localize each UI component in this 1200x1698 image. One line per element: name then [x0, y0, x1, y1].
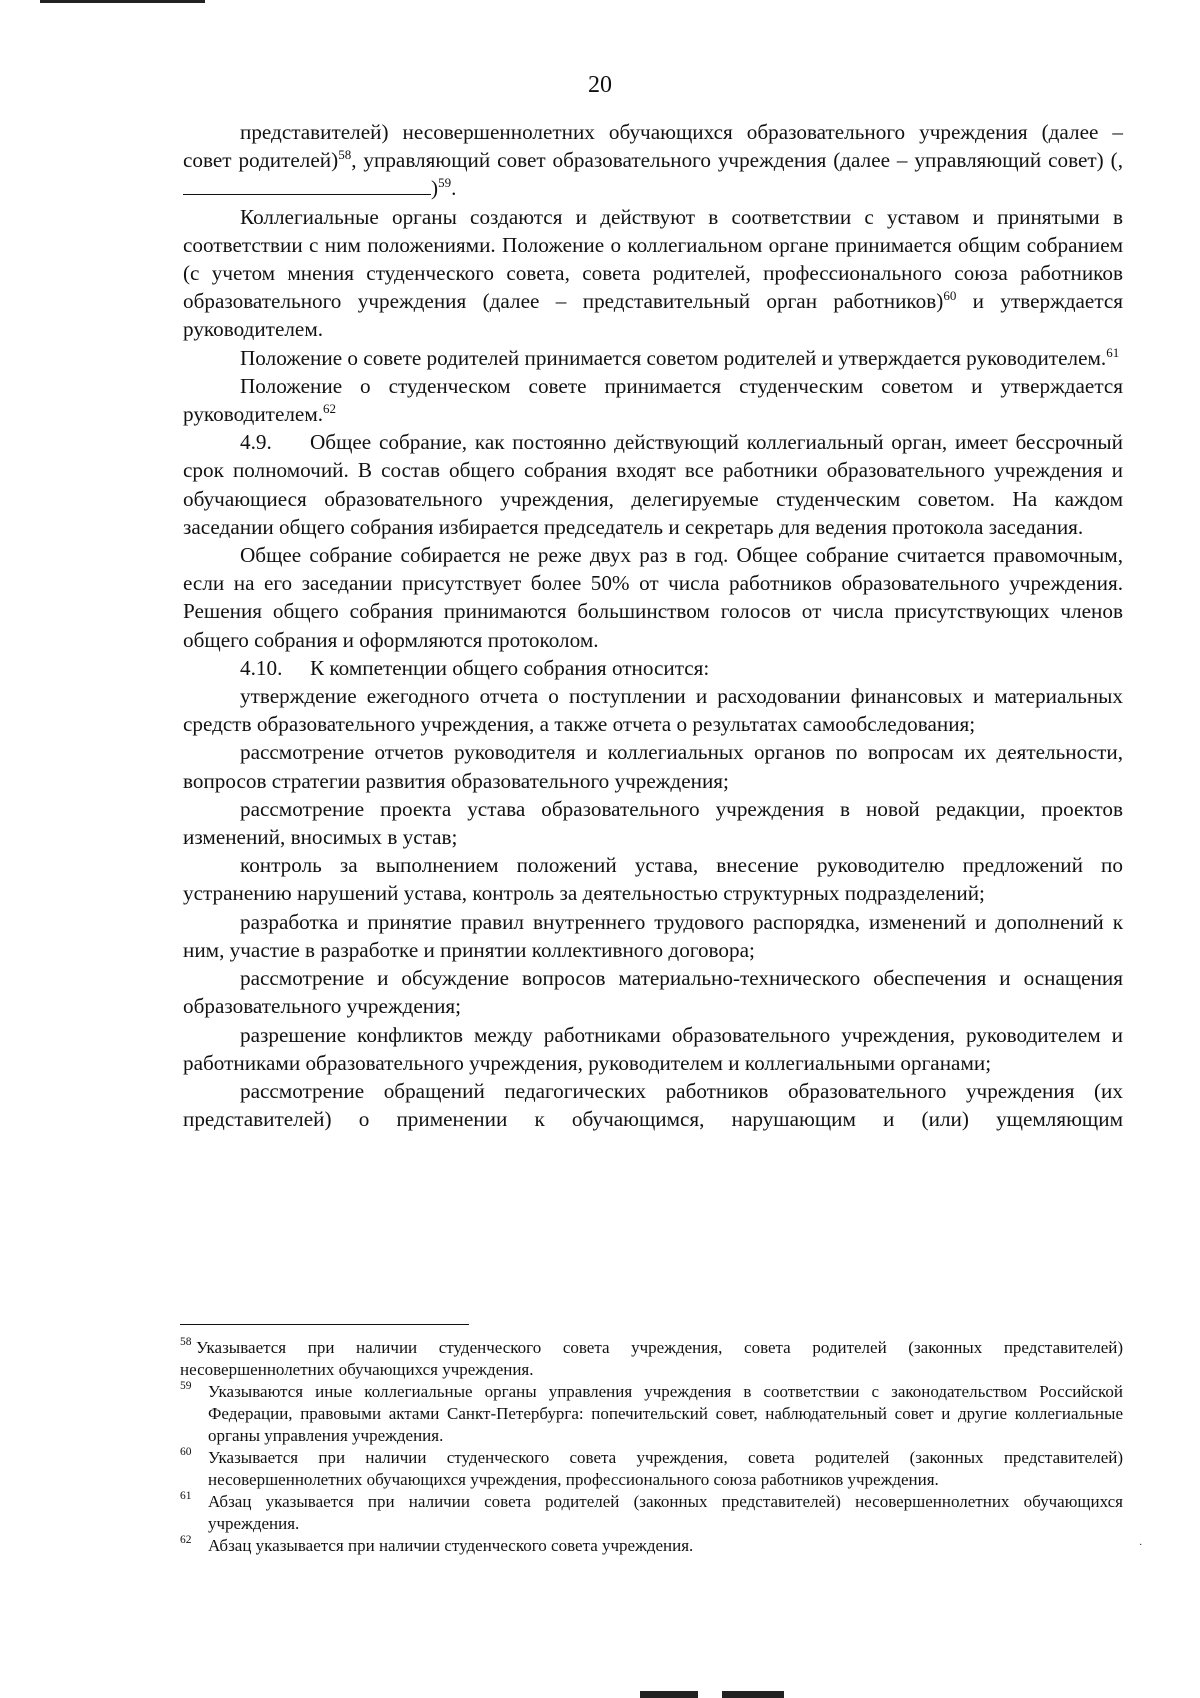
footnote-number: 60: [180, 1446, 192, 1458]
footnote-ref: 59: [438, 175, 452, 191]
footnote-number: 58: [180, 1336, 192, 1348]
footnote-ref: 58: [338, 147, 352, 163]
paragraph: [183, 372, 1123, 428]
text-run: рассмотрение отчетов руководителя и коллегиальных органов по вопросам их деятельности, вопросов стратегии развития образовательного учреждения;: [183, 740, 1123, 793]
paragraph: [183, 118, 1123, 203]
list-item: [183, 1077, 1123, 1133]
footnote-number: 59: [180, 1380, 192, 1392]
footnote: [180, 1491, 1123, 1535]
page-number: 20: [588, 72, 612, 98]
text-run: Общее собрание собирается не реже двух раз в год. Общее собрание считается правомочным, если на его заседании присутствует более 50% от числа работников образовательного учреждения. Решения общего собрания принимаются большинством голосов от числа присутствующих членов общего собрания и оформляются протоколом.: [183, 543, 1123, 652]
text-run: разработка и принятие правил внутреннего трудового распорядка, изменений и дополнений к ним, участие в разработке и принятии коллективного договора;: [183, 909, 1123, 962]
text-run: рассмотрение проекта устава образовательного учреждения в новой редакции, проектов изменений, вносимых в устав;: [183, 796, 1123, 850]
text-run: утверждение ежегодного отчета о поступлении и расходовании финансовых и материальных средств образовательного учреждения, а также отчета о результатах самообследования;: [183, 684, 1123, 737]
list-item: [183, 964, 1123, 1020]
footnote-number: 62: [180, 1534, 192, 1546]
footnote-text: Указываются иные коллегиальные органы управления учреждения в соответствии с законодательством Российской Федерации, правовыми актами Санкт-Петербурга: попечительский совет, наблюдательный совет и другие коллегиальные органы управления учреждения.: [208, 1382, 1123, 1445]
text-run: Общее собрание, как постоянно действующий коллегиальный орган, имеет бессрочный срок полномочий. В состав общего собрания входят все работники образовательного учреждения и обучающиеся образовательного учреждения, делегируемые студенческим советом. На каждом заседании общего собрания избирается председатель и секретарь для ведения протокола заседания.: [183, 430, 1123, 539]
footnote: [180, 1381, 1123, 1447]
text-run: разрешение конфликтов между работниками образовательного учреждения, руководителем и работниками образовательного учреждения, руководителем и коллегиальными органами;: [183, 1022, 1123, 1075]
list-item: [183, 851, 1123, 907]
paragraph: [183, 344, 1123, 372]
document-body: [183, 118, 1123, 1133]
footnote-ref: 60: [943, 288, 957, 304]
footnote-ref: 61: [1106, 344, 1120, 360]
footnote: [180, 1535, 1123, 1557]
text-run: представителей) несовершеннолетних обучающихся образовательного учреждения (далее – совет родителей): [183, 120, 1123, 173]
scan-edge-mark: [640, 1691, 698, 1698]
list-item: [183, 795, 1123, 851]
scan-artifact: ·: [1139, 1540, 1143, 1551]
text-run: , управляющий совет образовательного учреждения (далее – управляющий совет) (,: [351, 148, 1123, 173]
clause-4-9: [183, 428, 1123, 541]
footnote-text: Указывается при наличии студенческого совета учреждения, совета родителей (законных представителей) несовершеннолетних обучающихся учреждения.: [180, 1338, 1123, 1379]
paragraph: [183, 203, 1123, 344]
text-run: К компетенции общего собрания относится:: [310, 655, 710, 680]
clause-4-10: [183, 654, 1123, 682]
clause-number: 4.9.: [240, 430, 272, 455]
footnote-separator: [180, 1324, 469, 1325]
text-run: ): [431, 176, 439, 201]
footnote-ref: 62: [323, 400, 337, 416]
text-run: рассмотрение обращений педагогических работников образовательного учреждения (их представителей) о применении к обучающимся, нарушающим и (или) ущемляющим: [183, 1078, 1123, 1132]
footnote-number: 61: [180, 1490, 192, 1502]
text-run: .: [451, 176, 457, 201]
text-run: Коллегиальные органы создаются и действуют в соответствии с уставом и принятыми в соответствии с ним положениями. Положение о коллегиальном органе принимается общим собранием (с учетом мнения студенческого совета, совета родителей, профессионального союза работников образовательного учреждения (далее – представительный орган работников): [183, 204, 1123, 314]
text-run: Положение о студенческом совете принимается студенческим советом и утверждается руководителем.: [183, 373, 1123, 427]
text-run: Положение о совете родителей принимается советом родителей и утверждается руководителем.: [240, 345, 1107, 370]
footnote-text: Абзац указывается при наличии студенческого совета учреждения.: [208, 1536, 694, 1555]
footnote-text: Абзац указывается при наличии совета родителей (законных представителей) несовершеннолетних обучающихся учреждения.: [208, 1492, 1123, 1533]
paragraph: [183, 541, 1123, 654]
text-run: контроль за выполнением положений устава, внесение руководителю предложений по устранению нарушений устава, контроль за деятельностью структурных подразделений;: [183, 853, 1123, 906]
scan-edge-mark: [722, 1691, 784, 1698]
text-run: рассмотрение и обсуждение вопросов материально-технического обеспечения и оснащения образовательного учреждения;: [183, 966, 1123, 1019]
text-run: и утверждается руководителем.: [183, 289, 1124, 342]
footnote: [180, 1447, 1123, 1491]
list-item: [183, 738, 1123, 794]
list-item: [183, 682, 1123, 738]
list-item: [183, 908, 1123, 964]
clause-number: 4.10.: [240, 655, 283, 680]
fill-in-blank: [183, 176, 431, 195]
footnotes: [180, 1337, 1123, 1557]
footnote-text: Указывается при наличии студенческого совета учреждения, совета родителей (законных представителей) несовершеннолетних обучающихся учреждения, профессионального союза работников учреждения.: [208, 1448, 1123, 1489]
list-item: [183, 1021, 1123, 1077]
footnote: [180, 1337, 1123, 1381]
scan-edge-mark: [40, 0, 205, 3]
